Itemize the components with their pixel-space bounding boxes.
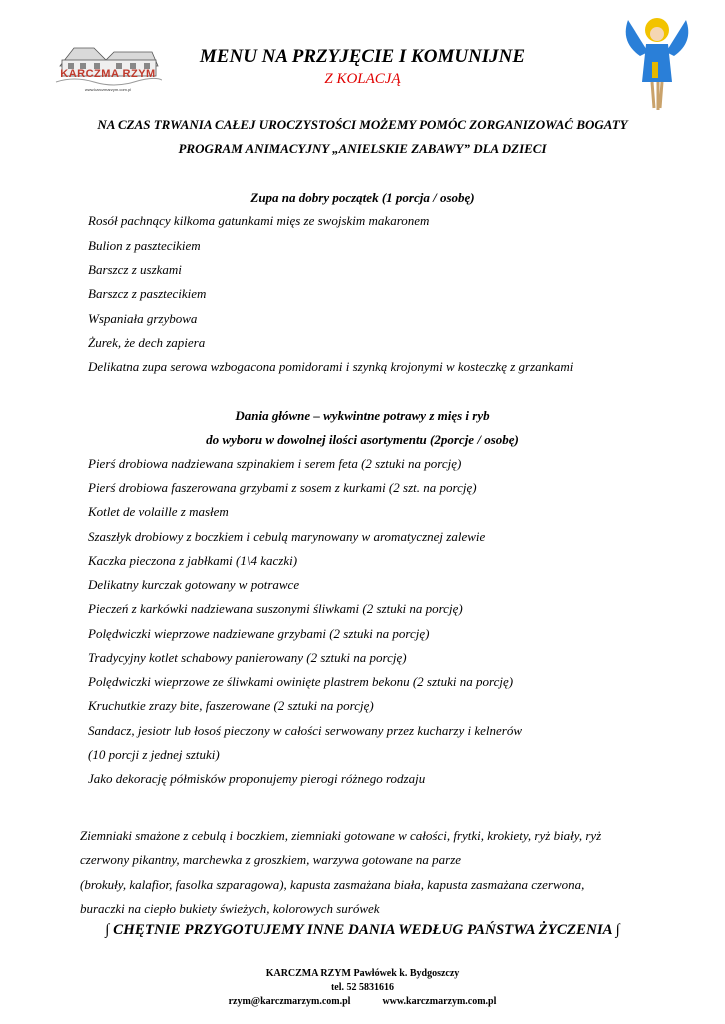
footer-contacts bbox=[0, 996, 725, 1007]
mains-heading: Dania główne – wykwintne potrawy z mięs i ryb bbox=[235, 408, 490, 423]
page-subtitle: Z KOLACJĄ bbox=[324, 71, 401, 87]
sides-line: czerwony pikantny, marchewka z groszkiem, warzywa gotowane na parze bbox=[80, 852, 462, 867]
closing-text: CHĘTNIE PRZYGOTUJEMY INNE DANIA WEDŁUG PAŃSTWA ŻYCZENIA bbox=[113, 922, 612, 938]
soup-item: Wspaniała grzybowa bbox=[88, 311, 198, 326]
logo-url: www.karczmarzym.com.pl bbox=[84, 87, 132, 92]
main-dish-item: Delikatny kurczak gotowany w potrawce bbox=[88, 577, 300, 592]
soup-item: Delikatna zupa serowa wzbogacona pomidorami i szynką krojonymi w kosteczkę z grzankami bbox=[88, 359, 574, 374]
integral-mark-left: ∫ bbox=[105, 922, 110, 938]
main-dish-item: Jako dekorację półmisków proponujemy pierogi różnego rodzaju bbox=[88, 771, 426, 786]
soup-item: Barszcz z pasztecikiem bbox=[88, 286, 207, 301]
notice-line-2: PROGRAM ANIMACYJNY „ANIELSKIE ZABAWY” DLA DZIECI bbox=[178, 141, 547, 156]
main-dish-item: Tradycyjny kotlet schabowy panierowany (2 sztuki na porcję) bbox=[88, 650, 407, 665]
main-dish-item: Sandacz, jesiotr lub łosoś pieczony w całości serwowany przez kucharzy i kelnerów bbox=[88, 723, 523, 738]
logo-wordmark: KARCZMA RZYM bbox=[60, 68, 156, 80]
soup-item: Bulion z pasztecikiem bbox=[88, 238, 201, 253]
notice-line-1: NA CZAS TRWANIA CAŁEJ UROCZYSTOŚCI MOŻEMY POMÓC ZORGANIZOWAĆ BOGATY bbox=[97, 117, 628, 132]
soup-item: Żurek, że dech zapiera bbox=[88, 335, 206, 350]
soups-heading: Zupa na dobry początek (1 porcja / osobę) bbox=[250, 190, 475, 205]
main-dish-item: Polędwiczki wieprzowe ze śliwkami owinięte plastrem bekonu (2 sztuki na porcję) bbox=[88, 674, 514, 689]
main-dish-item: (10 porcji z jednej sztuki) bbox=[88, 747, 220, 762]
soup-item: Barszcz z uszkami bbox=[88, 262, 182, 277]
main-dish-item: Kruchutkie zrazy bite, faszerowane (2 sztuki na porcję) bbox=[88, 698, 374, 713]
soup-item: Rosół pachnący kilkoma gatunkami mięs ze swojskim makaronem bbox=[88, 213, 430, 228]
main-dish-item: Szaszłyk drobiowy z boczkiem i cebulą marynowany w aromatycznej zalewie bbox=[88, 529, 486, 544]
main-dish-item: Pieczeń z karkówki nadziewana suszonymi śliwkami (2 sztuki na porcję) bbox=[88, 601, 463, 616]
footer-address: KARCZMA RZYM Pawłówek k. Bydgoszczy bbox=[265, 968, 460, 979]
mains-subheading: do wyboru w dowolnej ilości asortymentu (2porcje / osobę) bbox=[206, 432, 519, 447]
sides-line: buraczki na ciepło bukiety świeżych, kolorowych surówek bbox=[80, 901, 380, 916]
footer-phone: tel. 52 5831616 bbox=[330, 982, 395, 993]
footer-email-link[interactable]: rzym@karczmarzym.com.pl bbox=[228, 996, 351, 1007]
integral-mark-right: ∫ bbox=[615, 922, 620, 938]
sides-line: Ziemniaki smażone z cebulą i boczkiem, ziemniaki gotowane w całości, frytki, krokiety, ryż biały, ryż bbox=[80, 828, 602, 843]
main-dish-item: Pierś drobiowa faszerowana grzybami z sosem z kurkami (2 szt. na porcję) bbox=[88, 480, 477, 495]
footer-website-link[interactable]: www.karczmarzym.com.pl bbox=[382, 996, 497, 1007]
main-dish-item: Kotlet de volaille z masłem bbox=[88, 504, 229, 519]
main-dish-item: Kaczka pieczona z jabłkami (1\4 kaczki) bbox=[88, 553, 298, 568]
page-title: MENU NA PRZYJĘCIE I KOMUNIJNE bbox=[199, 46, 526, 67]
main-dish-item: Pierś drobiowa nadziewana szpinakiem i serem feta (2 sztuki na porcję) bbox=[88, 456, 462, 471]
closing-statement bbox=[0, 922, 725, 939]
sides-line: (brokuły, kalafior, fasolka szparagowa), kapusta zasmażana biała, kapusta zasmażana czerwona, bbox=[80, 877, 585, 892]
main-dish-item: Polędwiczki wieprzowe nadziewane grzybami (2 sztuki na porcję) bbox=[88, 626, 430, 641]
